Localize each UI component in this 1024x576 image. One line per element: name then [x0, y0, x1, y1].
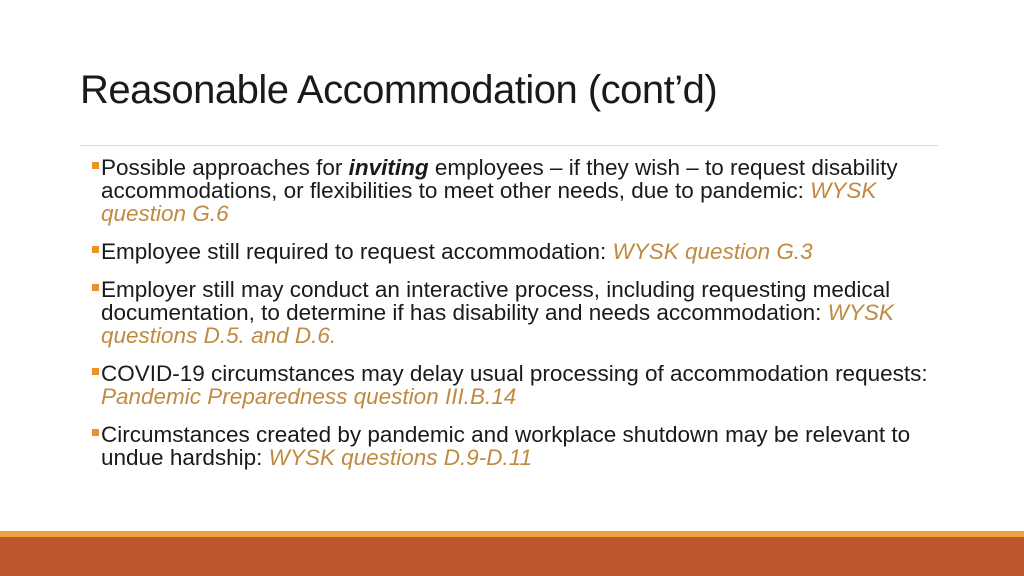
bullet-text-body: COVID-19 circumstances may delay usual processing of accommodation requests: [101, 361, 928, 386]
bullet-item [92, 156, 932, 225]
bullet-text-body: Circumstances created by pandemic and workplace shutdown may be relevant to undue hardship: [101, 422, 911, 470]
bullet-text [101, 423, 932, 469]
square-bullet-icon [92, 429, 99, 436]
square-bullet-icon [92, 162, 99, 169]
bullet-text [101, 278, 932, 347]
square-bullet-icon [92, 284, 99, 291]
bullet-text [101, 240, 932, 263]
reference-citation: WYSK question G.3 [612, 239, 813, 264]
bullet-item [92, 362, 932, 408]
slide-title: Reasonable Accommodation (cont’d) [80, 68, 718, 112]
bullet-item [92, 278, 932, 347]
square-bullet-icon [92, 246, 99, 253]
bullet-text [101, 156, 932, 225]
bullet-list [92, 156, 932, 484]
reference-citation: WYSK question G.6 [101, 178, 877, 226]
footer-bar [0, 537, 1024, 576]
reference-citation: WYSK questions D.9-D.11 [268, 445, 533, 470]
bullet-text-lead: Possible approaches for [101, 155, 349, 180]
reference-citation: Pandemic Preparedness question III.B.14 [101, 384, 517, 409]
bullet-item [92, 423, 932, 469]
bullet-text-body: Employer still may conduct an interactive process, including requesting medical documentation, to determine if has disability and needs accommodation: [101, 277, 891, 325]
bullet-text-body: employees – if they wish – to request disability accommodations, or flexibilities to meet other needs, due to pandemic: [101, 155, 898, 203]
bullet-item [92, 240, 932, 263]
bullet-text [101, 362, 932, 408]
bullet-text-body: Employee still required to request accommodation: [101, 239, 613, 264]
square-bullet-icon [92, 368, 99, 375]
emphasized-word: inviting [348, 155, 429, 180]
reference-citation: WYSK questions D.5. and D.6. [101, 300, 894, 348]
title-divider [80, 145, 938, 146]
